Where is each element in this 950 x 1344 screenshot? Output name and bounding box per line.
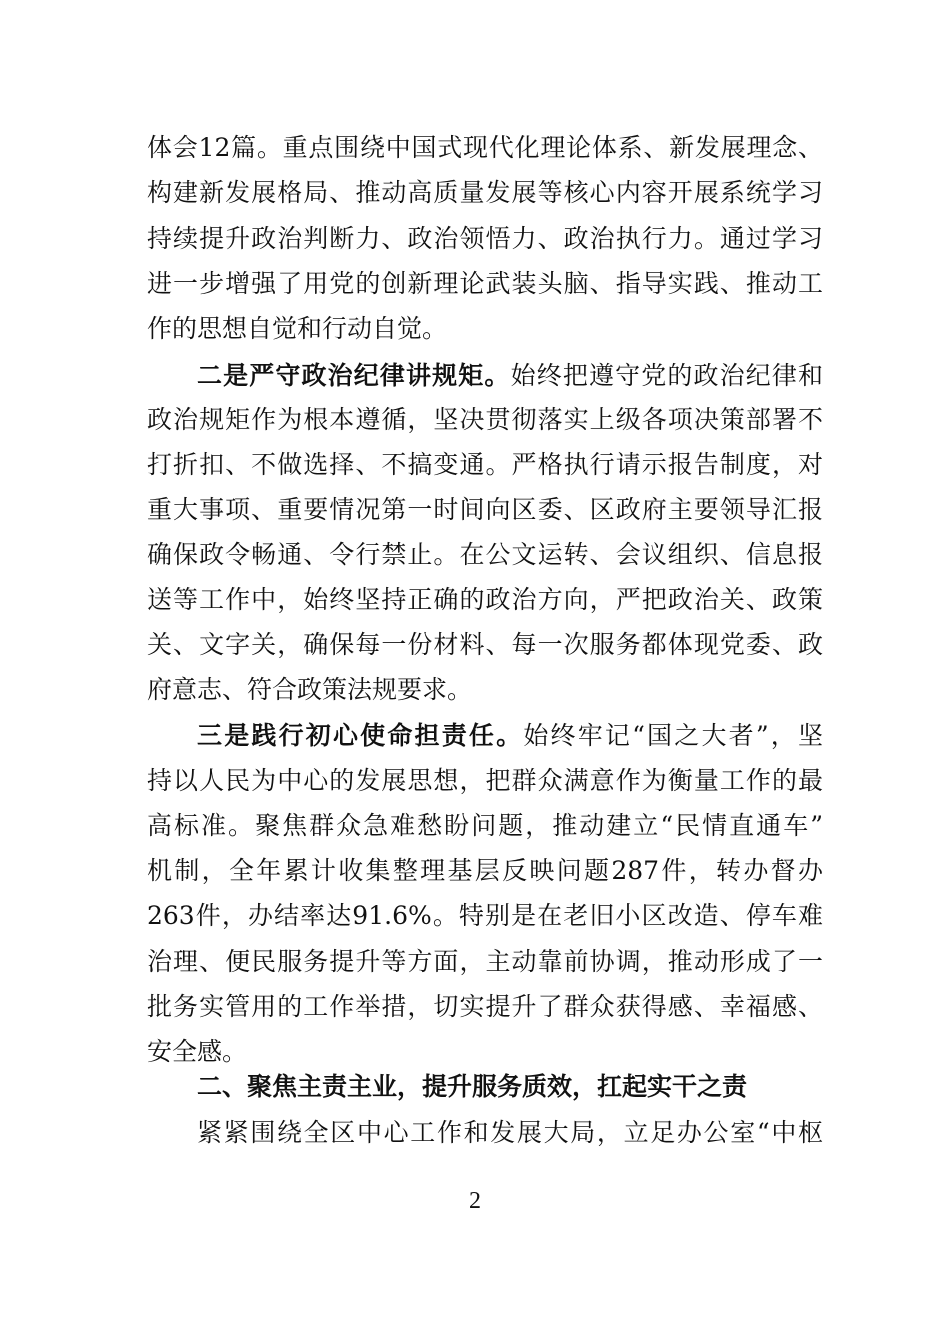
text-line bbox=[147, 672, 823, 708]
text-line bbox=[147, 221, 823, 257]
text-line bbox=[197, 1115, 823, 1151]
text-line bbox=[147, 492, 823, 528]
paragraph-heading-line bbox=[197, 1069, 823, 1105]
text-line bbox=[147, 266, 823, 302]
text-line bbox=[147, 808, 823, 844]
line-text: 263件，办结率达91.6%。特别是在老旧小区改造、停车难 bbox=[147, 901, 823, 930]
bold-lead: 二是严守政治纪律讲规矩。 bbox=[197, 361, 511, 390]
paragraph-heading-line bbox=[197, 718, 823, 754]
paragraph-heading-line bbox=[197, 358, 823, 394]
bold-lead: 三是践行初心使命担责任。 bbox=[197, 721, 524, 750]
line-text: 始终把遵守党的政治纪律和 bbox=[510, 361, 823, 390]
line-text: 持以人民为中心的发展思想，把群众满意作为衡量工作的最 bbox=[147, 766, 823, 795]
text-line bbox=[147, 1034, 823, 1070]
text-line bbox=[147, 537, 823, 573]
text-line bbox=[147, 853, 823, 889]
line-text: 确保政令畅通、令行禁止。在公文运转、会议组织、信息报 bbox=[147, 540, 823, 569]
line-text: 机制，全年累计收集整理基层反映问题287件，转办督办 bbox=[147, 856, 823, 885]
text-line bbox=[147, 402, 823, 438]
line-text: 构建新发展格局、推动高质量发展等核心内容开展系统学习 bbox=[147, 178, 823, 207]
line-text: 作的思想自觉和行动自觉。 bbox=[147, 314, 448, 343]
text-line bbox=[147, 447, 823, 483]
line-text: 持续提升政治判断力、政治领悟力、政治执行力。通过学习 bbox=[147, 224, 823, 253]
text-line bbox=[147, 311, 823, 347]
line-text: 送等工作中，始终坚持正确的政治方向，严把政治关、政策 bbox=[147, 585, 823, 614]
line-text: 体会12篇。重点围绕中国式现代化理论体系、新发展理念、 bbox=[147, 133, 823, 162]
line-text: 高标准。聚焦群众急难愁盼问题，推动建立“民情直通车” bbox=[147, 811, 823, 840]
line-text: 打折扣、不做选择、不搞变通。严格执行请示报告制度，对 bbox=[147, 450, 823, 479]
line-text: 进一步增强了用党的创新理论武装头脑、指导实践、推动工 bbox=[147, 269, 823, 298]
line-text: 府意志、符合政策法规要求。 bbox=[147, 675, 473, 704]
text-line bbox=[147, 627, 823, 663]
line-text: 关、文字关，确保每一份材料、每一次服务都体现党委、政 bbox=[147, 630, 823, 659]
line-text: 治理、便民服务提升等方面，主动靠前协调，推动形成了一 bbox=[147, 947, 823, 976]
line-text: 重大事项、重要情况第一时间向区委、区政府主要领导汇报 bbox=[147, 495, 823, 524]
text-line bbox=[147, 763, 823, 799]
line-text: 始终牢记“国之大者”，坚 bbox=[523, 721, 823, 750]
line-text: 政治规矩作为根本遵循，坚决贯彻落实上级各项决策部署不 bbox=[147, 405, 823, 434]
text-line bbox=[147, 582, 823, 618]
text-line bbox=[147, 175, 823, 211]
text-line bbox=[147, 130, 823, 166]
text-line bbox=[147, 944, 823, 980]
text-line bbox=[147, 989, 823, 1025]
line-text: 紧紧围绕全区中心工作和发展大局，立足办公室“中枢 bbox=[197, 1118, 823, 1147]
text-line bbox=[147, 898, 823, 934]
page-number: 2 bbox=[469, 1188, 481, 1214]
line-text: 安全感。 bbox=[147, 1037, 248, 1066]
line-text: 批务实管用的工作举措，切实提升了群众获得感、幸福感、 bbox=[147, 992, 823, 1021]
bold-lead: 二、聚焦主责主业，提升服务质效，扛起实干之责 bbox=[197, 1072, 748, 1101]
